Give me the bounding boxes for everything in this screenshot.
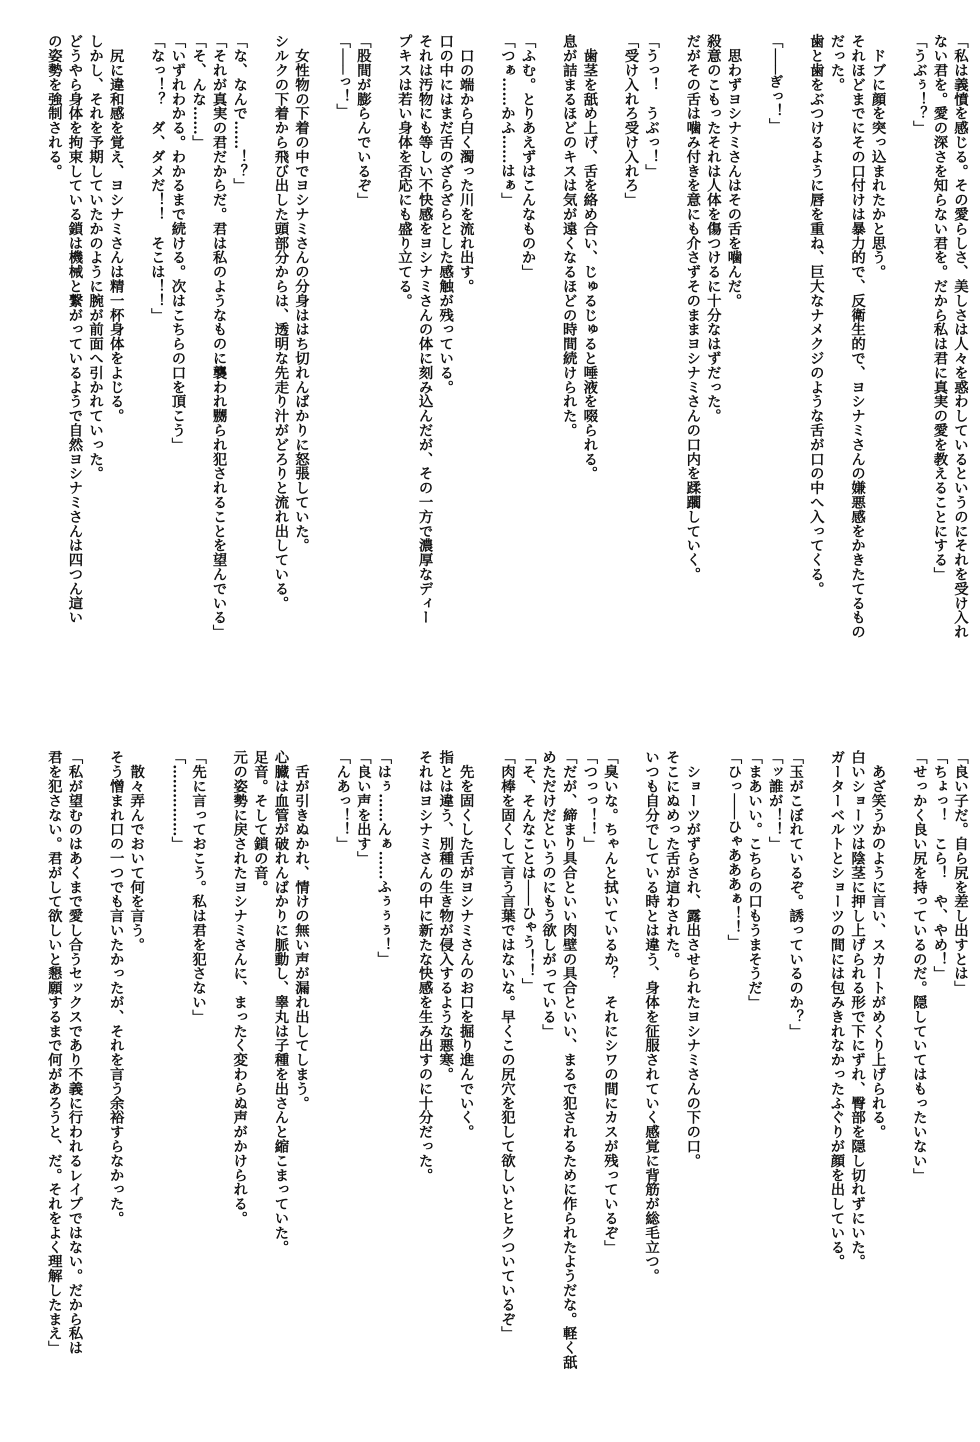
text-line: 指とは違う、別種の生き物が侵入するような悪寒。 — [437, 750, 455, 1082]
text-line: 「───ぎっ！」 — [766, 34, 784, 132]
text-line: 「臭いな。ちゃんと拭いているか？ それにシワの間にカスが残っているぞ」 — [601, 750, 619, 1254]
text-line — [373, 34, 394, 684]
text-line — [661, 34, 682, 684]
text-line: 歯と歯をぶつけるように唇を重ね、巨大なナメクジのような舌が口の中へ入ってくる。 — [807, 34, 825, 596]
text-line — [620, 750, 641, 1410]
text-line: 「せっかく良い尻を持っているのだ。隠していてはもったいない」 — [910, 750, 928, 1182]
text-line: 「股間が膨らんでいるぞ」 — [354, 34, 372, 207]
text-line: 「私が望むのはあくまで愛し合うセックスであり不義に行われるレイプではない。だから私は — [66, 750, 84, 1355]
text-line: ショーツがずらされ、露出させられたヨシナミさんの下の口。 — [684, 750, 702, 1168]
text-line: 思わずヨシナミさんはその舌を噛んだ。 — [725, 34, 743, 308]
text-line — [393, 750, 414, 1410]
text-line — [785, 34, 806, 684]
text-line — [702, 750, 723, 1410]
text-line: 心臓は血管が破れんばかりに脈動し、睾丸は子種を出さんと縮こまっていた。 — [272, 750, 290, 1254]
text-line: 「つっっ！！」 — [581, 750, 599, 851]
text-line — [84, 750, 105, 1410]
text-line: 「玉がこぼれているぞ。誘っているのか？」 — [787, 750, 805, 1038]
text-line: しかし、それを予期していたかのように腕が前面へ引かれていった。 — [87, 34, 105, 481]
text-line: 「先に言っておこう。私は君を犯さない」 — [190, 750, 208, 1024]
text-line: ガーターベルトとショーツの間には包みきれなかったふぐりが顔を出している。 — [828, 750, 846, 1269]
text-line: あざ笑うかのように言い、スカートがめくり上げられる。 — [869, 750, 887, 1139]
text-line — [146, 750, 167, 1410]
text-line: だった。 — [828, 34, 846, 92]
text-block-bottom — [43, 750, 970, 1410]
text-line: そこにぬめった舌が這わされた。 — [663, 750, 681, 966]
text-line: いつも自分でしている時とは違う、身体を征服されていく感覚に背筋が総毛立つ。 — [643, 750, 661, 1283]
text-line: 白いショーツは陰茎に押し上げられる形で下にずれ、臀部を隠し切れずにいた。 — [849, 750, 867, 1269]
text-line: 「そ、んな……」 — [190, 34, 208, 150]
text-line: 「な、なんで……！？」 — [231, 34, 249, 193]
text-line — [311, 34, 332, 684]
text-line: ない君を。愛の深さを知らない君を。だから私は君に真実の愛を教えることにする」 — [931, 34, 949, 582]
text-line: それは汚物にも等しい不快感をヨシナミさんの体に刻み込んだが、その一方で濃厚なディー — [416, 34, 434, 625]
text-line — [538, 34, 559, 684]
text-line: 「受け入れろ受け入れろ」 — [622, 34, 640, 207]
text-line: プキスは若い身体を否応にも盛り立てる。 — [395, 34, 413, 308]
text-line: 「だが、締まり具合といい肉壁の具合といい、まるで犯されるために作られたようだな。軽く舐 — [560, 750, 578, 1370]
text-line: 足音。そして鎖の音。 — [251, 750, 269, 894]
text-line — [888, 750, 909, 1410]
text-line: 先を固くした舌がヨシナミさんのお口を掘り進んでいく。 — [457, 750, 475, 1139]
text-line: の姿勢を強制される。 — [45, 34, 63, 178]
text-line: そう憎まれ口の一つでも言いたかったが、それを言う余裕すらなかった。 — [107, 750, 125, 1226]
text-line: 口の中にはまだ舌のざらざらとした感触が残っている。 — [437, 34, 455, 394]
text-line: 「まあいい。こちらの口もうまそうだ」 — [746, 750, 764, 1010]
text-line — [249, 34, 270, 684]
text-line: 「……………」 — [169, 750, 187, 851]
text-line: 「良い声を出す」 — [354, 750, 372, 866]
text-line: 「ッ誰が！！」 — [766, 750, 784, 851]
text-line: 「ひっ───ひゃあああぁ！！」 — [725, 750, 743, 949]
text-line: 「肉棒を固くして言う言葉ではないな。早くこの尻穴を犯して欲しいとヒクついているぞ」 — [498, 750, 516, 1341]
text-line — [311, 750, 332, 1410]
text-line: 「ふむ。とりあえずはこんなものか」 — [519, 34, 537, 279]
text-line: 「んあっ！！」 — [334, 750, 352, 851]
text-line: 「それが真実の君だからだ。君は私のようなものに襲われ嬲られ犯されることを望んでいる」 — [210, 34, 228, 639]
text-line: 尻に違和感を覚え、ヨシナミさんは精一杯身体をよじる。 — [107, 34, 125, 423]
text-line — [599, 34, 620, 684]
text-line — [208, 750, 229, 1410]
text-line: 「そ、そんなことは───ひゃう！！」 — [519, 750, 537, 992]
text-line: 歯茎を舐め上げ、舌を絡め合い、じゅるじゅると唾液を啜られる。 — [581, 34, 599, 481]
text-line: 「なっ！？ ダ、ダメだ！！ そこは！！」 — [148, 34, 166, 322]
text-line — [805, 750, 826, 1410]
text-line — [476, 34, 497, 684]
text-line: どうやら身体を拘束している鎖は機械と繋がっているようで自然ヨシナミさんは四つん這い — [66, 34, 84, 625]
text-line: めただけだというのにもう欲しがっている」 — [540, 750, 558, 1038]
text-line: 「いずれわかる。わかるまで続ける。次はこちらの口を頂こう」 — [169, 34, 187, 452]
text-line: 「はぅ……んぁ……ふぅぅぅ！」 — [375, 750, 393, 966]
text-block-top — [43, 34, 970, 684]
text-line: それほどまでにその口付けは暴力的で、反衛生的で、ヨシナミさんの嫌悪感をかきたてるもの — [849, 34, 867, 639]
text-line: 君を犯さない。君がして欲しいと懇願するまで何があろうと、だ。それをよく理解したまえ」 — [45, 750, 63, 1355]
text-line: 「つぁ……かふ……はぁ」 — [498, 34, 516, 207]
text-line: 「うぶぅ！？」 — [910, 34, 928, 135]
text-line — [126, 34, 147, 684]
text-line — [888, 34, 909, 684]
text-line: 「───っ！」 — [334, 34, 352, 118]
text-line: 舌が引きぬかれ、情けの無い声が漏れ出してしまう。 — [293, 750, 310, 1110]
text-line: 「うっ！ うぶっ！」 — [643, 34, 661, 178]
text-line: だがその舌は噛み付きを意にも介さずそのままヨシナミさんの口内を蹂躙していく。 — [684, 34, 702, 582]
text-line: 女性物の下着の中でヨシナミさんの分身ははち切れんばかりに怒張していた。 — [293, 34, 310, 553]
text-line: シルクの下着から飛び出した頭部分からは、透明な先走り汁がどろりと流れ出している。 — [272, 34, 290, 610]
text-line — [476, 750, 497, 1410]
text-line: 「良い子だ。自ら尻を差し出すとは」 — [952, 750, 969, 995]
text-line: 「私は義憤を感じる。その愛らしさ、美しさは人々を惑わしているというのにそれを受け入れ — [952, 34, 969, 639]
text-line: 元の姿勢に戻されたヨシナミさんに、まったく変わらぬ声がかけられる。 — [231, 750, 249, 1226]
text-line: 散々弄んでおいて何を言う。 — [128, 750, 146, 952]
text-line: 口の端から白く濁った川を流れ出す。 — [457, 34, 475, 294]
text-line: ドブに顔を突っ込まれたかと思う。 — [869, 34, 887, 279]
text-line: 息が詰まるほどのキスは気が遠くなるほどの時間続けられた。 — [560, 34, 578, 438]
text-line: それはヨシナミさんの中に新たな快感を生み出すのに十分だった。 — [416, 750, 434, 1182]
text-line — [743, 34, 764, 684]
text-line: 「ちょっ！ こら！ や、やめ！」 — [931, 750, 949, 981]
text-line: 殺意のこもったそれは人体を傷つけるに十分なはずだった。 — [704, 34, 722, 423]
